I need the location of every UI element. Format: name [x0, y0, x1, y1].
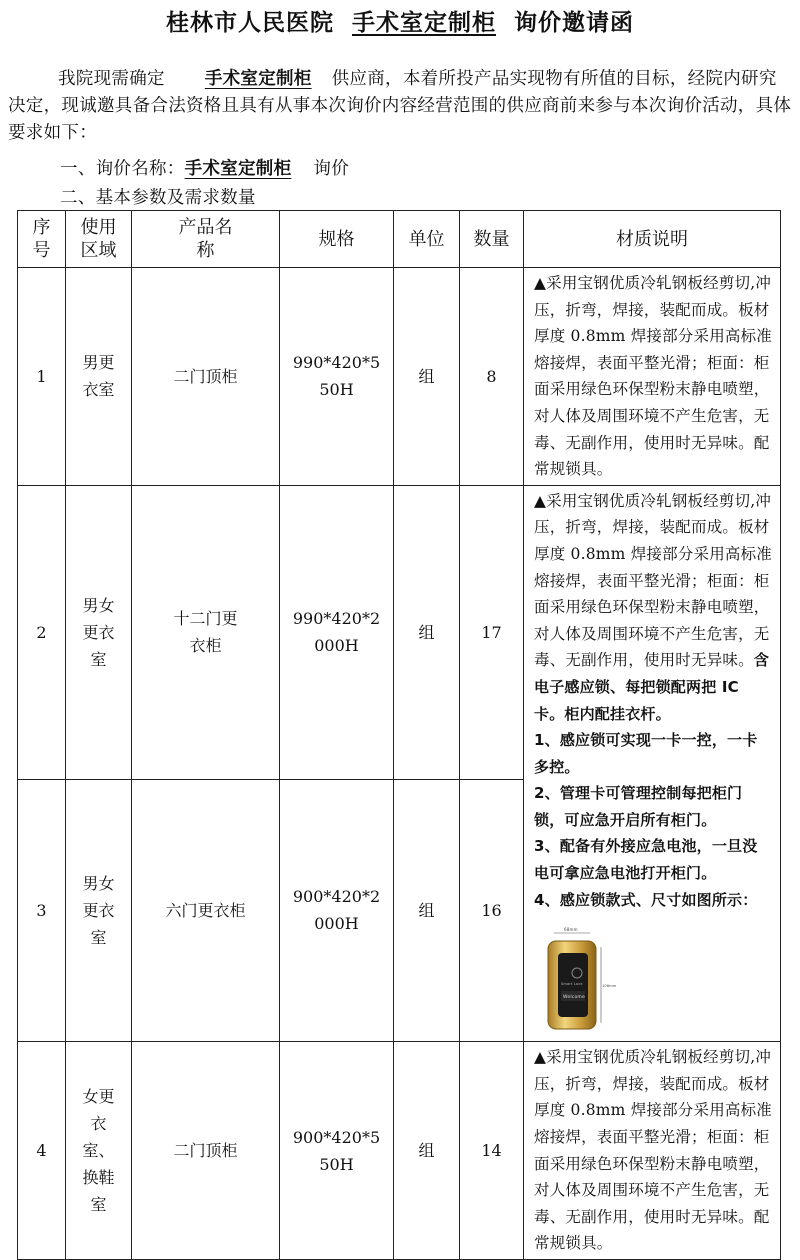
header-no: 序号 [18, 211, 66, 268]
section-1-label: 一、询价名称： [60, 159, 185, 179]
row-no: 2 [18, 485, 66, 779]
row-spec: 990*420*550H [280, 268, 394, 486]
row-material: ▲采用宝钢优质冷轧钢板经剪切,冲压，折弯，焊接，装配而成。板材厚度 0.8mm 焊接部分采用高标准熔接焊，表面平整光滑；柜面：柜面采用绿色环保型粉末静电喷塑，对人体及周围环境不产生危害，无毒、无副作用，使用时无异味。配常规锁具。 [524, 1042, 781, 1260]
header-unit: 单位 [394, 211, 460, 268]
material-text: ▲采用宝钢优质冷轧钢板经剪切,冲压，折弯，焊接，装配而成。板材厚度 0.8mm 焊接部分采用高标准熔接焊，表面平整光滑；柜面：柜面采用绿色环保型粉末静电喷塑，对人体及周围环境不产生危害，无毒、无副作用，使用时无异味。 [534, 491, 773, 670]
row-qty: 14 [460, 1042, 524, 1260]
row-qty: 8 [460, 268, 524, 486]
row-area: 女更衣室、换鞋室 [66, 1042, 132, 1260]
row-qty: 16 [460, 779, 524, 1042]
row-spec: 900*420*550H [280, 1042, 394, 1260]
row-qty: 17 [460, 485, 524, 779]
row-product: 六门更衣柜 [132, 779, 280, 1042]
header-area: 使用区域 [66, 211, 132, 268]
lock-brand-label: Smart Lock [561, 982, 583, 987]
material-lock-text: 含电子感应锁、每把锁配两把 IC 卡。柜内配挂衣杆。 [534, 651, 770, 723]
row-unit: 组 [394, 1042, 460, 1260]
row-no: 1 [18, 268, 66, 486]
header-product: 产品名称 [132, 211, 280, 268]
row-unit: 组 [394, 779, 460, 1042]
title-suffix: 询价邀请函 [514, 10, 634, 36]
row-area: 男更衣室 [66, 268, 132, 486]
row-material: ▲采用宝钢优质冷轧钢板经剪切,冲压，折弯，焊接，装配而成。板材厚度 0.8mm 焊接部分采用高标准熔接焊，表面平整光滑；柜面：柜面采用绿色环保型粉末静电喷塑，对人体及周围环境不产生危害，无毒、无副作用，使用时无异味。配常规锁具。 [524, 268, 781, 486]
row-product: 二门顶柜 [132, 268, 280, 486]
row-product: 十二门更衣柜 [132, 485, 280, 779]
lock-point-1: 1、感应锁可实现一卡一控，一卡多控。 [534, 731, 758, 776]
section-1-item: 手术室定制柜 [184, 159, 292, 179]
title-prefix: 桂林市人民医院 [166, 10, 334, 36]
row-product: 二门顶柜 [132, 1042, 280, 1260]
table-row [18, 268, 781, 486]
table-header-row [18, 211, 781, 268]
lock-point-3: 3、配备有外接应急电池，一旦没电可拿应急电池打开柜门。 [534, 837, 758, 883]
document-title [0, 4, 800, 37]
row-material-lock [524, 485, 781, 1042]
intro-paragraph [8, 66, 792, 147]
intro-before: 我院现需确定 [58, 69, 165, 89]
header-material: 材质说明 [524, 211, 781, 268]
lock-point-4: 4、感应锁款式、尺寸如图所示： [534, 890, 758, 909]
intro-after: 供应商，本着所投产品实现物有所值的目标，经院内研究决定，现诚邀具备合法资格且具有从事本次询价内容经营范围的供应商前来参与本次询价活动，具体要求如下： [8, 69, 792, 143]
section-1-suffix: 询价 [313, 159, 350, 179]
row-area: 男女更衣室 [66, 779, 132, 1042]
row-spec: 900*420*2000H [280, 779, 394, 1042]
lock-width-label: 68mm [564, 927, 578, 933]
intro-item: 手术室定制柜 [204, 69, 312, 89]
title-item: 手术室定制柜 [352, 10, 496, 36]
row-no: 4 [18, 1042, 66, 1260]
row-area: 男女更衣室 [66, 485, 132, 779]
table-row [18, 485, 781, 779]
lock-screen-label: Welcome [563, 995, 585, 1001]
header-qty: 数量 [460, 211, 524, 268]
row-no: 3 [18, 779, 66, 1042]
section-1-heading [60, 155, 349, 180]
header-spec: 规格 [280, 211, 394, 268]
row-unit: 组 [394, 268, 460, 486]
row-spec: 990*420*2000H [280, 485, 394, 779]
requirements-table [17, 210, 781, 1260]
table-row [18, 1042, 781, 1260]
lock-height-label: 106mm [602, 984, 617, 989]
row-unit: 组 [394, 485, 460, 779]
lock-point-2: 2、管理卡可管理控制每把柜门锁，可应急开启所有柜门。 [534, 784, 743, 829]
sensor-lock-image [544, 927, 617, 1039]
section-2-heading: 二、基本参数及需求数量 [60, 188, 256, 208]
